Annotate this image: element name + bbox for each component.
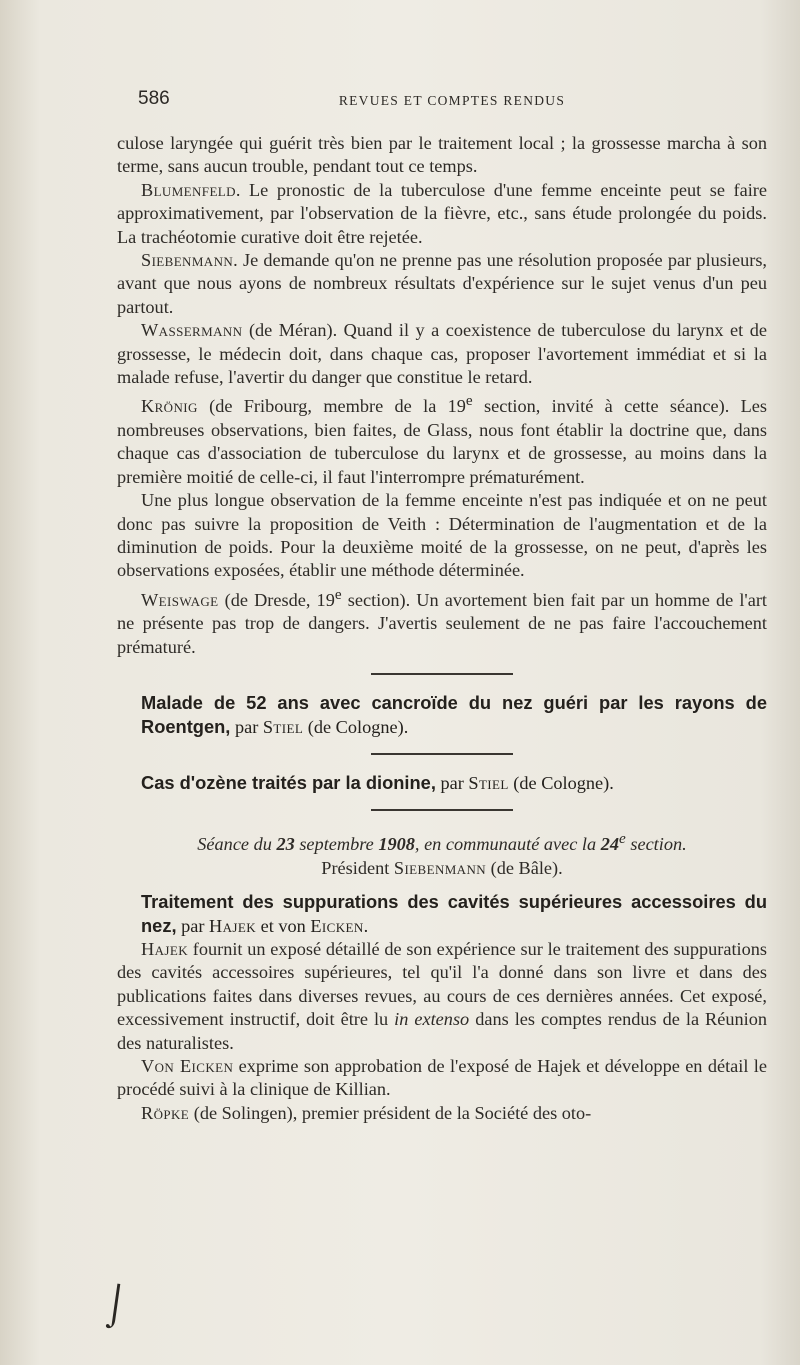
- article-title-ozene: [117, 771, 767, 795]
- paragraph-text: Une plus longue observation de la femme enceinte n'est pas indiquée et on ne peut donc pas suivre la proposition de Veith : Détermination de l'augmentation et de la diminution de poids. Pour la deuxième moité de la grossesse, on ne peut, d'après les observations exposées, établir une méthode déterminée.: [117, 490, 767, 581]
- byline-and: et von: [256, 916, 311, 937]
- paragraph-wassermann: [117, 319, 767, 389]
- session-section-number: 24: [600, 834, 619, 855]
- speaker-name: Hajek: [141, 939, 188, 960]
- section-divider: [371, 673, 513, 675]
- paragraph-text: (de Dresde, 19: [218, 589, 335, 610]
- paragraph-text: (de Fribourg, membre de la 19: [197, 396, 466, 417]
- page-header: [138, 88, 766, 114]
- session-text: Séance du: [197, 834, 277, 855]
- paragraph-ropke: [117, 1102, 767, 1125]
- paragraph-text: . Le pronostic de la tuberculose d'une femme enceinte peut se faire approximativement, par l'observation de la fièvre, etc., sans étude prolongée du poids. La trachéotomie curative doit être rejetée.: [117, 179, 767, 247]
- paragraph-text: culose laryngée qui guérit très bien par le traitement local ; la grossesse marcha à son terme, sans aucun trouble, pendant tout ce temps.: [117, 133, 767, 177]
- article-title-text: Malade de 52 ans avec cancroïde du nez guéri par les rayons de Roentgen,: [141, 692, 767, 738]
- author-name: Stiel: [262, 717, 304, 738]
- section-divider: [371, 753, 513, 755]
- speaker-name: Blumenfeld: [141, 179, 236, 200]
- session-president: [117, 857, 767, 880]
- paragraph-text: . Je demande qu'on ne prenne pas une résolution proposée par plusieurs, avant que nous ayons de nombreux résultats d'expérience sur le sujet venus d'un peu partout.: [117, 250, 767, 317]
- paragraph-eicken: [117, 1055, 767, 1102]
- byline-par: par: [435, 773, 469, 794]
- session-year: 1908: [378, 834, 415, 855]
- speaker-name: Krönig: [141, 396, 198, 417]
- president-label: Président: [321, 857, 394, 878]
- speaker-name: Röpke: [141, 1102, 190, 1123]
- paragraph-text: exprime son approbation de l'exposé de Hajek et développe en détail le procédé suivi à la clinique de Killian.: [117, 1056, 767, 1100]
- handwritten-margin-mark: ⌡: [100, 1279, 132, 1328]
- speaker-prefix: Von: [141, 1056, 180, 1077]
- paragraph-kronig: [117, 389, 767, 489]
- session-text: septembre: [294, 834, 379, 855]
- paragraph-text: dans les comptes rendus de la Réunion des naturalistes.: [117, 1009, 767, 1053]
- author-name: Stiel: [468, 773, 509, 794]
- session-text: , en communauté avec la: [414, 834, 601, 855]
- byline-par: par: [230, 717, 263, 738]
- page-body: [117, 132, 767, 1125]
- author-name: Hajek: [209, 916, 257, 937]
- speaker-name: Eicken: [179, 1056, 234, 1077]
- author-place: (de Cologne).: [508, 773, 614, 794]
- author-name: Eicken: [310, 916, 364, 937]
- superscript: e: [619, 830, 626, 848]
- byline-end: .: [363, 916, 369, 937]
- article-title-suppurations: [117, 890, 767, 938]
- speaker-name: Weiswage: [141, 589, 219, 610]
- president-name: Siebenmann: [393, 857, 487, 878]
- author-place: (de Cologne).: [303, 717, 409, 738]
- session-heading: [117, 827, 767, 857]
- running-head: REVUES ET COMPTES RENDUS: [338, 93, 566, 108]
- article-title-cancroide: [117, 691, 767, 739]
- paragraph-text: (de Méran). Quand il y a coexistence de tuberculose du larynx et de grossesse, le médecin doit, dans chaque cas, proposer l'avortement immédiat et si la malade refuse, l'avertir du danger que constitue le retard.: [117, 320, 767, 388]
- paragraph-text: (de Solingen), premier président de la Société des oto-: [189, 1102, 592, 1123]
- session-text: section.: [625, 834, 687, 855]
- paragraph-weiswage: [117, 583, 767, 659]
- session-day: 23: [276, 834, 295, 855]
- speaker-name: Siebenmann: [141, 250, 234, 271]
- paragraph-text: section, invité à cette séance). Les nombreuses observations, bien faites, de Glass, nous font établir la doctrine que, dans chaque cas d'association de tuberculose du larynx et de grossesse, au moins dans la première moitié de celle-ci, il faut l'interrompre prématurément.: [117, 396, 767, 487]
- paragraph-text: fournit un exposé détaillé de son expérience sur le traitement des suppurations des cavités accessoires supérieures, tel qu'il l'a donné dans son livre et dans des publications faites dans diverses revues, au cours de ces dernières années. Cet exposé, excessivement instructif, doit être lu: [117, 939, 767, 1030]
- italic-text: in extenso: [394, 1009, 470, 1030]
- article-title-text: Traitement des suppurations des cavités supérieures accessoires du nez,: [141, 891, 767, 937]
- paragraph-hajek: [117, 938, 767, 1055]
- superscript: e: [334, 585, 342, 603]
- page-number: 586: [138, 88, 170, 109]
- paragraph-blumenfeld: [117, 179, 767, 249]
- paragraph-siebenmann: [117, 249, 767, 319]
- paragraph-kronig-continued: [117, 489, 767, 583]
- article-title-text: Cas d'ozène traités par la dionine,: [141, 772, 436, 794]
- president-place: (de Bâle).: [486, 857, 563, 878]
- speaker-name: Wassermann: [141, 320, 243, 341]
- section-divider: [371, 809, 513, 811]
- superscript: e: [465, 392, 473, 410]
- paragraph-continuation: [117, 132, 767, 179]
- paragraph-text: section). Un avortement bien fait par un homme de l'art ne présente pas trop de dangers. J'avertis seulement de ne pas faire l'accouchement prématuré.: [117, 589, 767, 657]
- byline-par: par: [176, 916, 210, 937]
